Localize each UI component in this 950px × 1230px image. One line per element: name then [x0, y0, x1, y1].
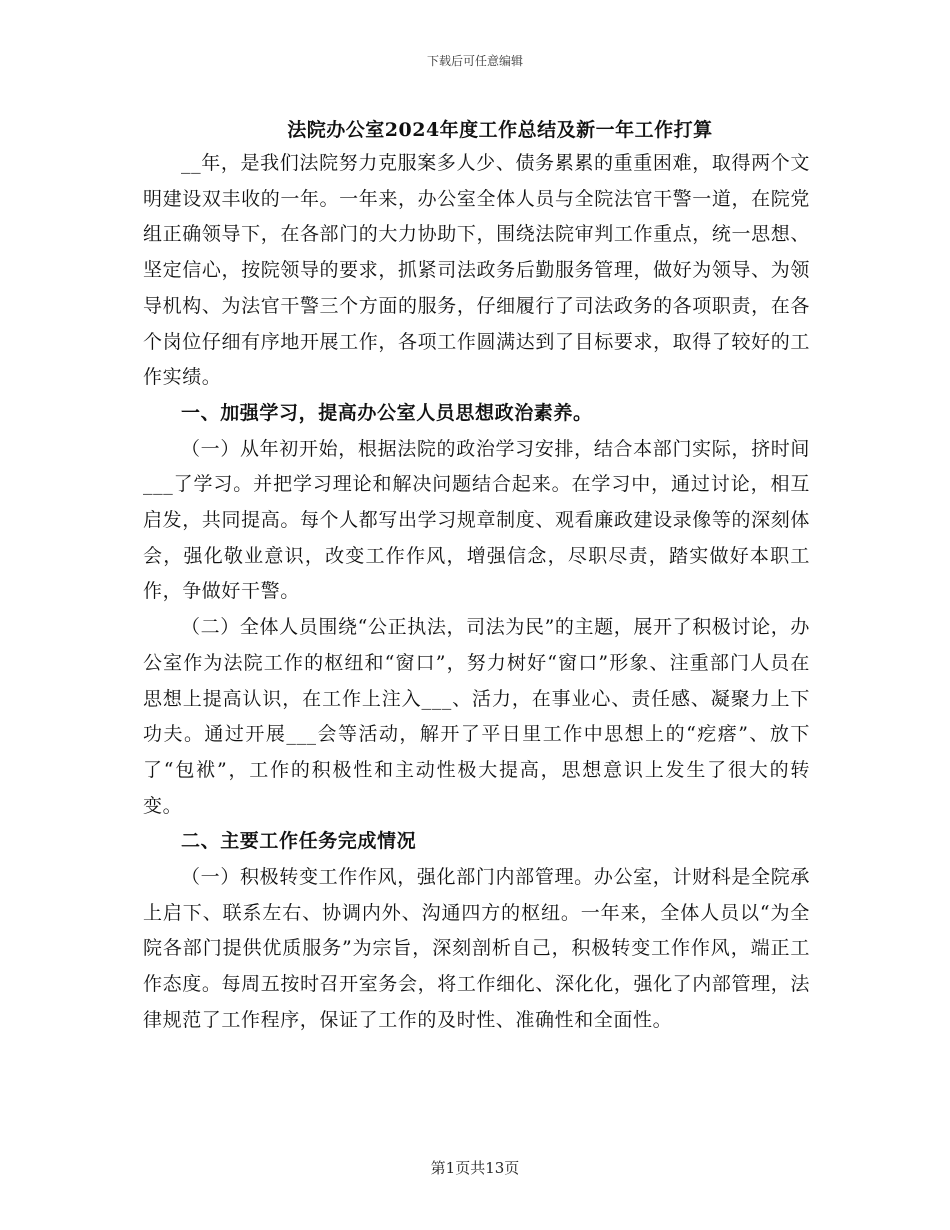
document-body: [143, 146, 810, 1039]
paragraph-1-2: （二）全体人员围绕“公正执法，司法为民”的主题，展开了积极讨论，办公室作为法院工作的枢纽和“窗口”，努力树好“窗口”形象、注重部门人员在思想上提高认识，在工作上注入___、活力，在事业心、责任感、凝聚力上下功夫。通过开展___会等活动，解开了平日里工作中思想上的“疙瘩”、放下了“包袱”，工作的积极性和主动性极大提高，思想意识上发生了很大的转变。: [143, 616, 810, 817]
paragraph-1-1: （一）从年初开始，根据法院的政治学习安排，结合本部门实际，挤时间___了学习。并把学习理论和解决问题结合起来。在学习中，通过讨论，相互启发，共同提高。每个人都写出学习规章制度、观看廉政建设录像等的深刻体会，强化敬业意识，改变工作作风，增强信念，尽职尽责，踏实做好本职工作，争做好干警。: [143, 437, 810, 603]
intro-paragraph: __年，是我们法院努力克服案多人少、债务累累的重重困难，取得两个文明建设双丰收的一年。一年来，办公室全体人员与全院法官干警一道，在院党组正确领导下，在各部门的大力协助下，围绕法院审判工作重点，统一思想、坚定信心，按院领导的要求，抓紧司法政务后勤服务管理，做好为领导、为领导机构、为法官干警三个方面的服务，仔细履行了司法政务的各项职责，在各个岗位仔细有序地开展工作，各项工作圆满达到了目标要求，取得了较好的工作实绩。: [143, 152, 810, 389]
paragraph-2-1: （一）积极转变工作作风，强化部门内部管理。办公室，计财科是全院承上启下、联系左右、协调内外、沟通四方的枢纽。一年来，全体人员以“为全院各部门提供优质服务”为宗旨，深刻剖析自己，积极转变工作作风，端正工作态度。每周五按时召开室务会，将工作细化、深化化，强化了内部管理，法律规范了工作程序，保证了工作的及时性、准确性和全面性。: [143, 866, 810, 1031]
section-heading-2: 二、主要工作任务完成情况: [181, 830, 417, 853]
document-title: 法院办公室2024年度工作总结及新一年工作打算: [287, 119, 713, 141]
section-heading-1: 一、加强学习，提高办公室人员思想政治素养。: [181, 401, 593, 424]
header-note: 下载后可任意编辑: [426, 54, 523, 68]
page-number: 第1页共13页: [430, 1159, 520, 1177]
